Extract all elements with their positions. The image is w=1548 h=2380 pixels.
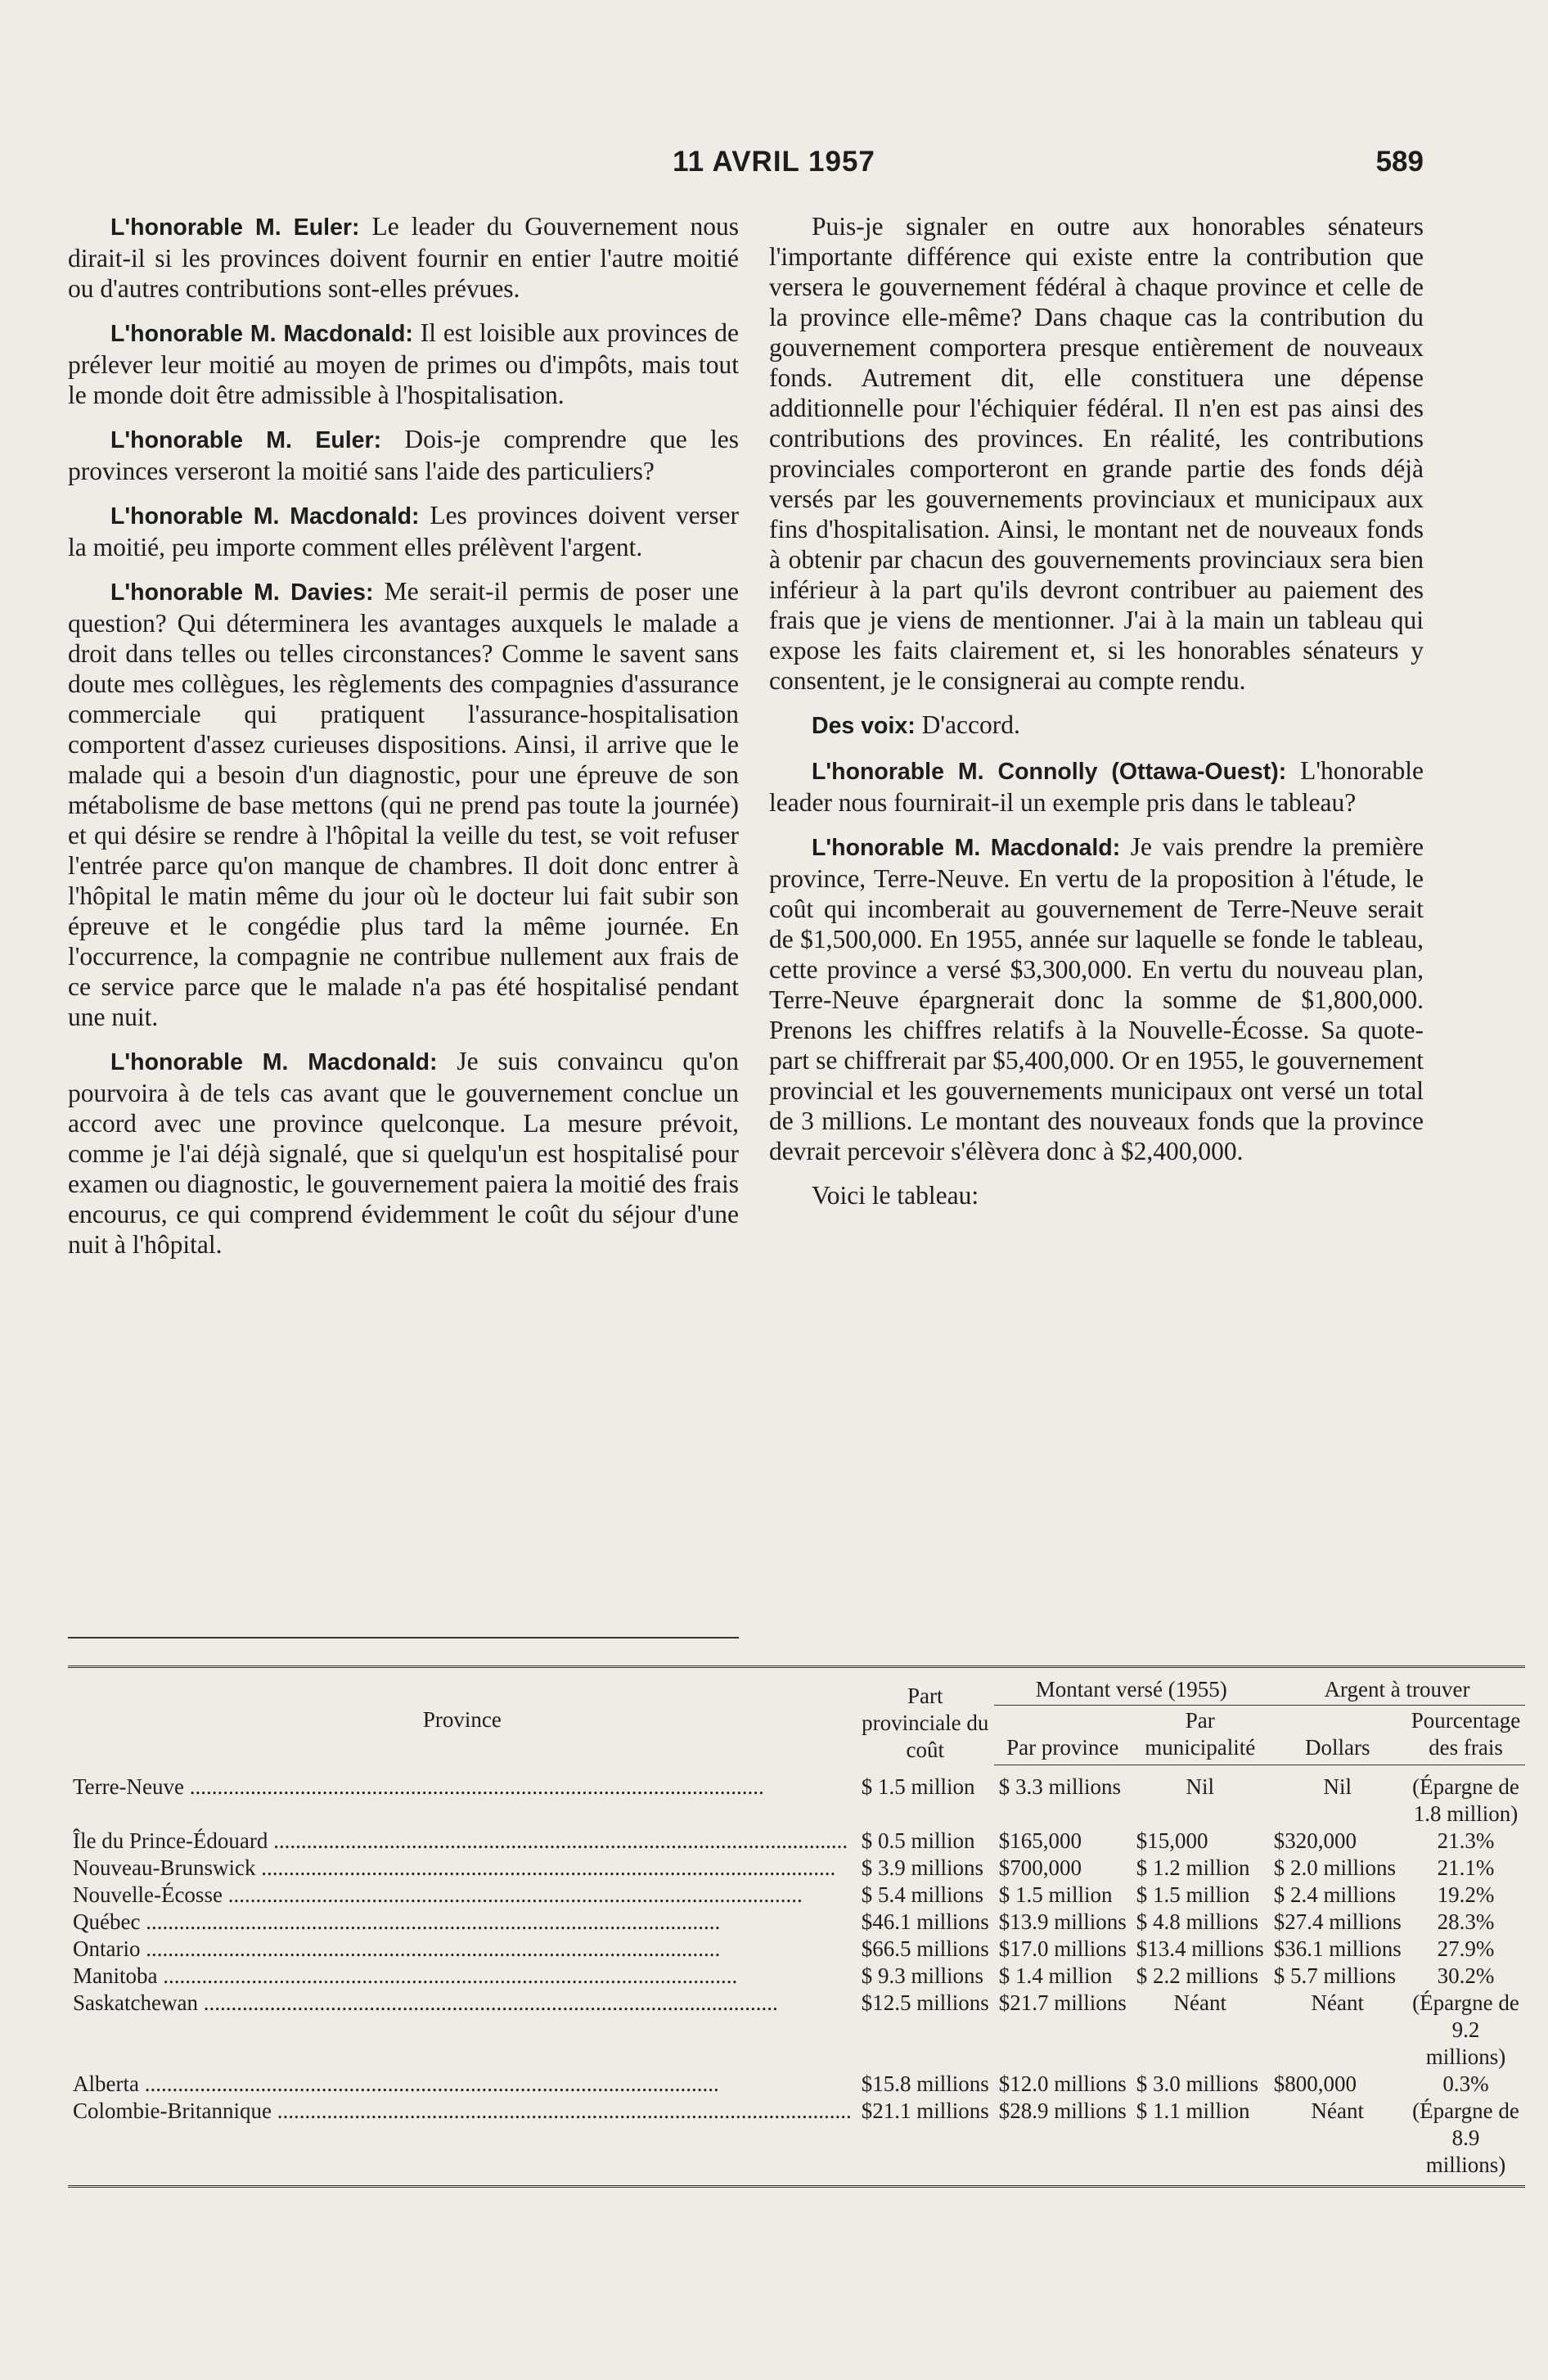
header-date: 11 AVRIL 1957 [673, 146, 875, 178]
speaker: L'honorable M. Macdonald: [812, 835, 1121, 861]
cell-part: $ 9.3 millions [861, 1963, 983, 1988]
cell-dollars: $800,000 [1273, 2071, 1357, 2096]
paragraph [68, 424, 739, 486]
cell-pourcentage: 0.3% [1442, 2071, 1489, 2096]
paragraph-text: Me serait-il permis de poser une question? Qui déterminera les avantages auxquels le malade a droit dans telles ou telles circonstances? Comme le savent sans doute mes collègues, les règlements des compagnies d'assurance commerciale qui pratiquent l'assurance-hospitalisation comportent d'assez curieuses dispositions. Ainsi, il arrive que le malade qui a besoin d'un diagnostic, pour une épreuve de son métabolisme de base mettons (qui ne prend pas toute la journée) et qui désire se rendre à l'hôpital la veille du test, se voit refuser l'entrée parce qu'on manque de chambres. Il doit donc entrer à l'hôpital le matin même du jour où le docteur lui fait subir son épreuve et le congédie plus tard la même journée. En l'occurrence, la compagnie ne contribue nullement aux frais de ce service parce que le malade n'a pas été hospitalisé pendant une nuit. [68, 577, 740, 1031]
paragraph [769, 755, 1424, 818]
cell-pourcentage: 28.3% [1437, 1909, 1495, 1934]
col-header-pourcentage: Pourcentage des frais [1406, 1706, 1525, 1765]
cell-dollars: $36.1 millions [1273, 1936, 1402, 1961]
paragraph [68, 500, 739, 562]
table-row [68, 2098, 1525, 2187]
cell-part: $ 5.4 millions [861, 1882, 983, 1907]
cell-par-province: $17.0 millions [998, 1936, 1127, 1961]
paragraph [769, 1180, 1424, 1210]
cell-part: $21.1 millions [857, 2098, 994, 2187]
page-header [0, 146, 1548, 195]
cell-par-province: $700,000 [998, 1855, 1082, 1880]
col-header-par-municipalite: Par municipalité [1132, 1706, 1269, 1765]
paragraph-text: Le leader du Gouvernement nous dirait-il si les provinces doivent fournir en entier l'autre moitié ou d'autres contributions sont-elles prévues. [68, 212, 739, 303]
cell-province: Île du Prince-Édouard ..... [73, 1828, 852, 1855]
cell-dollars: Nil [1323, 1774, 1352, 1799]
paragraph-text: Voici le tableau: [812, 1181, 979, 1210]
table-row [68, 1990, 1525, 2071]
speaker: L'honorable M. Connolly (Ottawa-Ouest): [812, 759, 1287, 785]
paragraph-text: L'honorable leader nous fournirait-il un exemple pris dans le tableau? [769, 756, 1424, 817]
cell-dollars: $ 2.4 millions [1273, 1882, 1397, 1907]
paragraph [68, 576, 739, 1032]
paragraph-text: Les provinces doivent verser la moitié, peu importe comment elles prélèvent l'argent. [68, 501, 739, 561]
cell-part: $ 3.9 millions [861, 1855, 983, 1880]
cell-par-province: $21.7 millions [998, 1990, 1127, 2015]
table-row [68, 2071, 1525, 2098]
cell-par-municipalite: $ 3.0 millions [1136, 2071, 1259, 2096]
table-row [68, 1963, 1525, 1990]
cell-dollars: $320,000 [1273, 1828, 1357, 1853]
col-group-montant: Montant versé (1955) [994, 1667, 1269, 1706]
cell-province: Colombie-Britannique ..... [73, 2098, 852, 2125]
cell-par-province: $28.9 millions [994, 2098, 1132, 2187]
cell-pourcentage: 21.1% [1437, 1855, 1495, 1880]
cell-pourcentage: 27.9% [1437, 1936, 1495, 1961]
paragraph-text: Dois-je comprendre que les provinces verseront la moitié sans l'aide des particuliers? [68, 425, 739, 485]
table-row [68, 1882, 1525, 1909]
cell-province: Ontario ..... [73, 1936, 852, 1963]
cell-par-province: $12.0 millions [998, 2071, 1127, 2096]
paragraph-text: Il est loisible aux provinces de prélever leur moitié au moyen de primes ou d'impôts, mais tout le monde doit être admissible à l'hospitalisation. [68, 318, 740, 409]
cell-part: $12.5 millions [861, 1990, 989, 2015]
cell-pourcentage: 30.2% [1437, 1963, 1495, 1988]
cell-par-municipalite: $ 4.8 millions [1136, 1909, 1259, 1934]
paragraph [68, 318, 739, 410]
paragraph [68, 211, 739, 304]
cell-dollars: Néant [1269, 2098, 1406, 2187]
table-row [68, 1855, 1525, 1882]
left-column [68, 211, 739, 1273]
cell-par-municipalite: $ 1.5 million [1136, 1882, 1250, 1907]
speaker: Des voix: [812, 713, 916, 739]
speaker: L'honorable M. Macdonald: [110, 1049, 438, 1075]
cell-pourcentage: (Épargne de 9.2 millions) [1412, 1990, 1519, 2069]
table-row [68, 1765, 1525, 1828]
speaker: L'honorable M. Euler: [110, 214, 360, 241]
cell-par-province: $ 1.5 million [998, 1882, 1113, 1907]
paragraph-text: D'accord. [921, 710, 1020, 739]
cell-province: Saskatchewan ..... [73, 1990, 852, 2017]
hospital-funding-table [68, 1666, 1525, 2188]
cell-province: Québec ..... [73, 1909, 852, 1936]
cell-dollars: Néant [1311, 1990, 1364, 2015]
cell-par-province: $ 3.3 millions [998, 1774, 1121, 1799]
cell-province: Nouvelle-Écosse ..... [73, 1882, 852, 1909]
cell-par-municipalite: Nil [1186, 1774, 1215, 1799]
table-row [68, 1909, 1525, 1936]
cell-pourcentage: (Épargne de 8.9 millions) [1406, 2098, 1525, 2187]
table-row [68, 1828, 1525, 1855]
col-header-par-province: Par province [994, 1706, 1132, 1765]
cell-pourcentage: 19.2% [1437, 1882, 1495, 1907]
speaker: L'honorable M. Macdonald: [110, 503, 420, 530]
cell-par-province: $165,000 [998, 1828, 1082, 1853]
paragraph-text: Je suis convaincu qu'on pourvoira à de tels cas avant que le gouvernement conclue un accord avec une province quelconque. La mesure prévoit, comme je l'ai déjà signalé, que si quelqu'un est hospitalisé pour examen ou diagnostic, le gouvernement paiera la moitié des frais encourus, ce qui comprend évidemment le coût du séjour d'une nuit à l'hôpital. [68, 1047, 739, 1259]
col-header-province: Province [68, 1667, 857, 1765]
cell-dollars: $ 2.0 millions [1273, 1855, 1397, 1880]
cell-par-province: $13.9 millions [998, 1909, 1127, 1934]
cell-province: Terre-Neuve ..... [73, 1774, 852, 1801]
paragraph-text: Je vais prendre la première province, Terre-Neuve. En vertu de la proposition à l'étude, le coût qui incomberait au gouvernement de Terre-Neuve serait de $1,500,000. En 1955, année sur laquelle se fonde le tableau, cette province a versé $3,300,000. En vertu du nouveau plan, Terre-Neuve épargnerait donc la somme de $1,800,000. Prenons les chiffres relatifs à la Nouvelle-Écosse. Sa quote-part se chiffrerait par $5,400,000. Or en 1955, le gouvernement provincial et les gouvernements municipaux ont versé un total de 3 millions. Le montant des nouveaux fonds que la province devrait percevoir s'élèvera donc à $2,400,000. [769, 832, 1424, 1165]
paragraph [769, 710, 1424, 741]
cell-part: $ 1.5 million [861, 1774, 975, 1799]
cell-province: Nouveau-Brunswick ..... [73, 1855, 852, 1882]
right-column [769, 211, 1424, 1224]
speaker: L'honorable M. Euler: [110, 427, 382, 453]
table-row [68, 1936, 1525, 1963]
paragraph-text: Puis-je signaler en outre aux honorables sénateurs l'importante différence qui existe entre la contribution que versera le gouvernement fédéral à chaque province et celle de la province elle-même? Dans chaque cas la contribution du gouvernement comportera presque entièrement de nouveaux fonds. Autrement dit, elle constituera une dépense additionnelle pour l'échiquier fédéral. Il n'en est pas ainsi des contributions des provinces. En réalité, les contributions provinciales comporteront en grande partie des fonds déjà versés par les gouvernements provinciaux et municipaux aux fins d'hospitalisation. Ainsi, le montant net de nouveaux fonds à obtenir par chacun des gouvernements provinciaux sera bien inférieur à la part qu'ils devront contribuer au paiement des frais que je viens de mentionner. J'ai à la main un tableau qui expose les faits clairement et, si les honorables sénateurs y consentent, je le consignerai au compte rendu. [769, 212, 1424, 695]
divider [68, 1637, 739, 1639]
cell-par-municipalite: $ 1.1 million [1132, 2098, 1269, 2187]
cell-part: $66.5 millions [861, 1936, 989, 1961]
cell-par-province: $ 1.4 million [998, 1963, 1113, 1988]
cell-pourcentage: (Épargne de 1.8 million) [1412, 1774, 1519, 1826]
cell-dollars: $ 5.7 millions [1273, 1963, 1397, 1988]
cell-par-municipalite: $ 2.2 millions [1136, 1963, 1259, 1988]
paragraph [769, 211, 1424, 696]
cell-part: $ 0.5 million [861, 1828, 975, 1853]
cell-pourcentage: 21.3% [1437, 1828, 1495, 1853]
cell-par-municipalite: $13.4 millions [1136, 1936, 1264, 1961]
col-group-argent: Argent à trouver [1269, 1667, 1525, 1706]
cell-part: $15.8 millions [861, 2071, 989, 2096]
paragraph [68, 1046, 739, 1260]
speaker: L'honorable M. Davies: [110, 579, 374, 606]
cell-par-municipalite: Néant [1173, 1990, 1226, 2015]
cell-par-municipalite: $15,000 [1136, 1828, 1208, 1853]
cell-province: Manitoba ..... [73, 1963, 852, 1990]
col-header-dollars: Dollars [1269, 1706, 1406, 1765]
speaker: L'honorable M. Macdonald: [110, 321, 413, 347]
cell-part: $46.1 millions [861, 1909, 989, 1934]
cell-province: Alberta ..... [73, 2071, 852, 2098]
paragraph [769, 832, 1424, 1166]
cell-par-municipalite: $ 1.2 million [1136, 1855, 1250, 1880]
cell-dollars: $27.4 millions [1273, 1909, 1402, 1934]
page-number: 589 [1375, 146, 1424, 178]
col-header-part: Part provinciale du coût [857, 1667, 994, 1765]
